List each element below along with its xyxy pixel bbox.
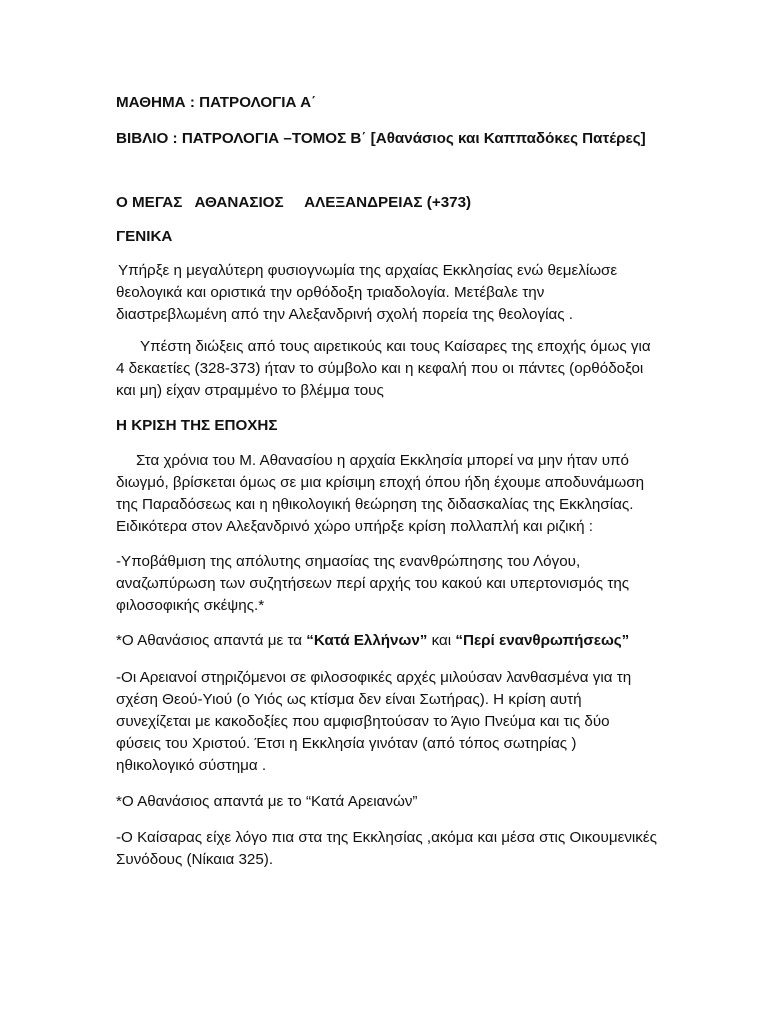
course-heading: ΜΑΘΗΜΑ : ΠΑΤΡΟΛΟΓΙΑ Α΄ <box>116 94 317 111</box>
paragraph-3: Στα χρόνια του Μ. Αθανασίου η αρχαία Εκκλησία μπορεί να μην ήταν υπό διωγμό, βρίσκεται όμως σε μια κρίσιμη εποχή όπου ήδη έχουμε αποδυνάμωση της Παραδόσεως και η ηθικολογική θεώρηση της διδασκαλίας της Εκκλησίας. Ειδικότερα στον Αλεξανδρινό χώρο υπήρξε κρίση πολλαπλή και ριζική : <box>116 452 645 535</box>
paragraph-4: -Υποβάθμιση της απόλυτης σημασίας της ενανθρώπησης του Λόγου, αναζωπύρωση των συζητήσεων περί αρχής του κακού και υπερτονισμός της φιλοσοφικής σκέψης.* <box>116 553 630 614</box>
paragraph-5-title-1: “Κατά Ελλήνων” <box>306 632 428 649</box>
paragraph-6: -Οι Αρειανοί στηριζόμενοι σε φιλοσοφικές αρχές μιλούσαν λανθασμένα για τη σχέση Θεού-Υιού (ο Υιός ως κτίσμα δεν είναι Σωτήρας). Η κρίση αυτή συνεχίζεται με κακοδοξίες που αμφισβητούσαν το Άγιο Πνεύμα και τις δύο φύσεις του Χριστού. Έτσι η Εκκλησία γινόταν (από τόπος σωτηρίας ) ηθικολογικό σύστημα . <box>116 669 632 774</box>
paragraph-1: Υπήρξε η μεγαλύτερη φυσιογνωμία της αρχαίας Εκκλησίας ενώ θεμελίωσε θεολογικά και οριστικά την ορθόδοξη τριαδολογία. Μετέβαλε την διαστρεβλωμένη από την Αλεξανδρινή σχολή πορεία της θεολογίας . <box>116 262 618 323</box>
section-heading-general: ΓΕΝΙΚΑ <box>116 228 173 245</box>
section-heading-crisis: Η ΚΡΙΣΗ ΤΗΣ ΕΠΟΧΗΣ <box>116 417 278 434</box>
paragraph-5 <box>116 630 658 652</box>
paragraph-2: Υπέστη διώξεις από τους αιρετικούς και τους Καίσαρες της εποχής όμως για 4 δεκαετίες (328-373) ήταν το σύμβολο και η κεφαλή που οι πάντες (ορθόδοξοι και μη) είχαν στραμμένο το βλέμμα τους <box>116 338 651 399</box>
paragraph-5-title-2: “Περί ενανθρωπήσεως” <box>455 632 630 649</box>
book-heading: ΒΙΒΛΙΟ : ΠΑΤΡΟΛΟΓΙΑ –ΤΟΜΟΣ Β΄ [Αθανάσιος και Καππαδόκες Πατέρες] <box>116 130 646 147</box>
paragraph-7: *Ο Αθανάσιος απαντά με το “Κατά Αρειανών” <box>116 793 418 810</box>
paragraph-8: -Ο Καίσαρας είχε λόγο πια στα της Εκκλησίας ,ακόμα και μέσα στις Οικουμενικές Συνόδους (Νίκαια 325). <box>116 829 657 868</box>
paragraph-5-middle: και <box>427 632 456 649</box>
paragraph-5-prefix: *Ο Αθανάσιος απαντά με τα <box>116 632 307 649</box>
section-heading-athanasius: Ο ΜΕΓΑΣ ΑΘΑΝΑΣΙΟΣ ΑΛΕΞΑΝΔΡΕΙΑΣ (+373) <box>116 194 472 211</box>
